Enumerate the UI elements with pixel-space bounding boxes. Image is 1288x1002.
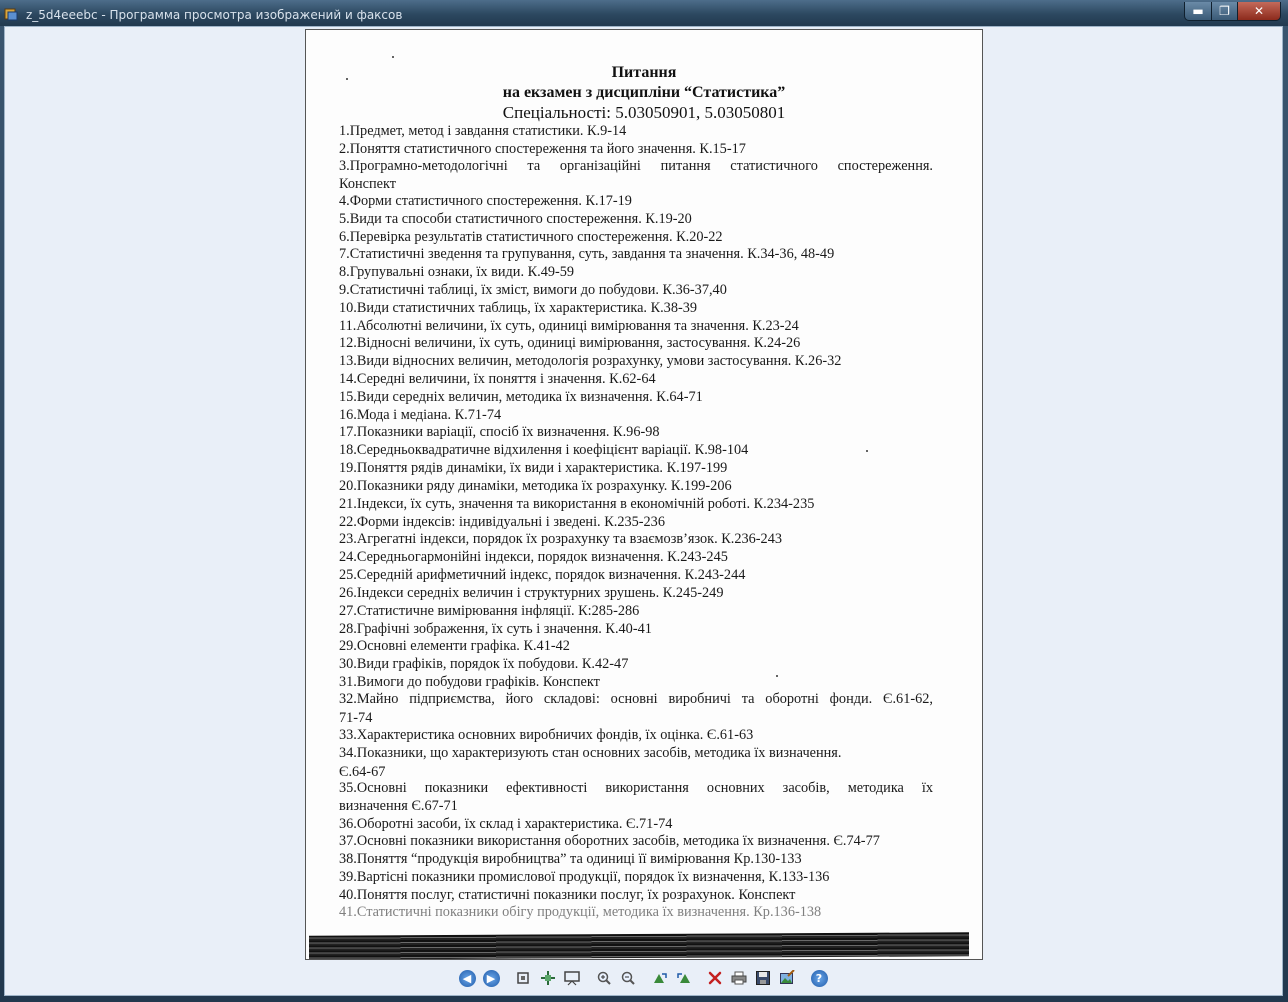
- save-copy-button[interactable]: [753, 968, 773, 988]
- next-image-button[interactable]: [481, 968, 501, 988]
- question-line: 6.Перевірка результатів статистичного спостереження. К.20-22: [339, 229, 723, 245]
- rotate-counterclockwise-icon: [676, 970, 692, 986]
- actual-size-icon: [540, 970, 556, 986]
- title-bar[interactable]: [0, 0, 1288, 26]
- question-line: 38.Поняття “продукція виробництва” та одиниці її вимірювання Кр.130-133: [339, 851, 802, 867]
- print-button[interactable]: [729, 968, 749, 988]
- open-for-editing-button[interactable]: [777, 968, 797, 988]
- question-line: 32.Майно підприємства, його складові: основні виробничі та оборотні фонди. Є.61-62,: [339, 691, 933, 707]
- question-line: 11.Абсолютні величини, їх суть, одиниці вимірювання та значення. К.23-24: [339, 318, 799, 334]
- question-line: 28.Графічні зображення, їх суть і значення. К.40-41: [339, 621, 652, 637]
- zoom-in-icon: [596, 970, 612, 986]
- question-line: Є.64-67: [339, 764, 386, 780]
- rotate-clockwise-icon: [652, 970, 668, 986]
- question-line: 37.Основні показники використання оборотних засобів, методика їх визначення. Є.74-77: [339, 833, 880, 849]
- question-line: 13.Види відносних величин, методологія розрахунку, умови застосування. К.26-32: [339, 353, 842, 369]
- question-line: 26.Індекси середніх величин і структурних зрушень. К.245-249: [339, 585, 724, 601]
- doc-specialties: Спеціальності: 5.03050901, 5.03050801: [502, 103, 786, 122]
- close-button[interactable]: ✕: [1237, 2, 1281, 21]
- previous-image-button[interactable]: [457, 968, 477, 988]
- maximize-button[interactable]: ❐: [1211, 2, 1238, 21]
- question-line: 40.Поняття послуг, статистичні показники послуг, їх розрахунок. Конспект: [339, 887, 796, 903]
- zoom-out-button[interactable]: [618, 968, 638, 988]
- question-line: 29.Основні елементи графіка. К.41-42: [339, 638, 570, 654]
- question-line: Конспект: [339, 176, 396, 192]
- actual-size-button[interactable]: [538, 968, 558, 988]
- question-line: 18.Середньоквадратичне відхилення і коефіцієнт варіації. К.98-104: [339, 442, 749, 458]
- edit-image-icon: [779, 970, 795, 986]
- slideshow-icon: [563, 970, 581, 986]
- doc-title: Питання: [611, 64, 677, 81]
- question-line: 2.Поняття статистичного спостереження та його значення. К.15-17: [339, 141, 746, 157]
- question-line: 8.Групувальні ознаки, їх види. К.49-59: [339, 264, 575, 280]
- question-line: 21.Індекси, їх суть, значення та використання в економічній роботі. К.234-235: [339, 496, 815, 512]
- help-icon: ?: [811, 970, 828, 987]
- question-line: 1.Предмет, метод і завдання статистики. К.9-14: [339, 123, 627, 139]
- minimize-button[interactable]: ▬: [1184, 2, 1212, 21]
- scanned-document: [305, 29, 983, 960]
- question-line: 33.Характеристика основних виробничих фондів, їх оцінка. Є.61-63: [339, 727, 754, 743]
- scan-edge-artifact: [309, 932, 969, 959]
- best-fit-icon: [515, 970, 531, 986]
- question-line: 9.Статистичні таблиці, їх зміст, вимоги до побудови. К.36-37,40: [339, 282, 727, 298]
- question-line: 5.Види та способи статистичного спостереження. К.19-20: [339, 211, 692, 227]
- image-viewer-app-icon: [4, 7, 18, 21]
- question-line: 12.Відносні величини, їх суть, одиниці вимірювання, застосування. К.24-26: [339, 335, 801, 351]
- question-line: 10.Види статистичних таблиць, їх характеристика. К.38-39: [339, 300, 698, 316]
- question-line: 41.Статистичні показники обігу продукції, методика їх визначення. Кр.136-138: [339, 904, 822, 920]
- question-line: 71-74: [339, 710, 373, 726]
- delete-button[interactable]: [705, 968, 725, 988]
- question-line: 35.Основні показники ефективності використання основних засобів, методика їх: [339, 780, 933, 796]
- question-line: 24.Середньогармонійні індекси, порядок визначення. К.243-245: [339, 549, 728, 565]
- question-line: 19.Поняття рядів динаміки, їх види і характеристика. К.197-199: [339, 460, 728, 476]
- question-line: 36.Оборотні засоби, їх склад і характеристика. Є.71-74: [339, 816, 673, 832]
- help-button[interactable]: [809, 968, 829, 988]
- question-line: 30.Види графіків, порядок їх побудови. К.42-47: [339, 656, 629, 672]
- question-line: 34.Показники, що характеризують стан основних засобів, методика їх визначення.: [339, 745, 842, 761]
- question-line: 27.Статистичне вимірювання інфляції. К:285-286: [339, 603, 640, 619]
- question-line: визначення Є.67-71: [339, 798, 458, 814]
- window-title: z_5d4eeebc - Программа просмотра изображений и факсов: [26, 8, 403, 22]
- scan-speck: [392, 56, 394, 58]
- doc-subtitle: на екзамен з дисципліни “Статистика”: [502, 84, 786, 101]
- question-line: 39.Вартісні показники промислової продукції, порядок їх визначення, К.133-136: [339, 869, 830, 885]
- question-line: 16.Мода і медіана. К.71-74: [339, 407, 502, 423]
- slideshow-button[interactable]: [562, 968, 582, 988]
- question-line: 17.Показники варіації, спосіб їх визначення. К.96-98: [339, 424, 660, 440]
- question-line: 22.Форми індексів: індивідуальні і зведені. К.235-236: [339, 514, 665, 530]
- question-line: 20.Показники ряду динаміки, методика їх розрахунку. К.199-206: [339, 478, 732, 494]
- zoom-in-button[interactable]: [594, 968, 614, 988]
- scan-speck: [346, 78, 348, 80]
- arrow-right-icon: ▶: [483, 970, 500, 987]
- print-icon: [731, 970, 747, 986]
- question-line: 14.Середні величини, їх поняття і значення. К.62-64: [339, 371, 656, 387]
- best-fit-button[interactable]: [513, 968, 533, 988]
- question-line: 15.Види середніх величин, методика їх визначення. К.64-71: [339, 389, 703, 405]
- question-line: 3.Програмно-методологічні та організаційні питання статистичного спостереження.: [339, 158, 933, 174]
- save-icon: [755, 970, 771, 986]
- question-line: 31.Вимоги до побудови графіків. Конспект: [339, 674, 600, 690]
- question-line: 25.Середній арифметичний індекс, порядок визначення. К.243-244: [339, 567, 746, 583]
- rotate-clockwise-button[interactable]: [650, 968, 670, 988]
- scan-speck: [776, 675, 778, 677]
- question-line: 7.Статистичні зведення та групування, суть, завдання та значення. К.34-36, 48-49: [339, 246, 835, 262]
- question-line: 23.Агрегатні індекси, порядок їх розрахунку та взаємозв’язок. К.236-243: [339, 531, 783, 547]
- arrow-left-icon: ◀: [459, 970, 476, 987]
- scan-speck: [866, 450, 868, 452]
- zoom-out-icon: [620, 970, 636, 986]
- question-line: 4.Форми статистичного спостереження. К.17-19: [339, 193, 632, 209]
- rotate-counterclockwise-button[interactable]: [674, 968, 694, 988]
- delete-icon: [707, 970, 723, 986]
